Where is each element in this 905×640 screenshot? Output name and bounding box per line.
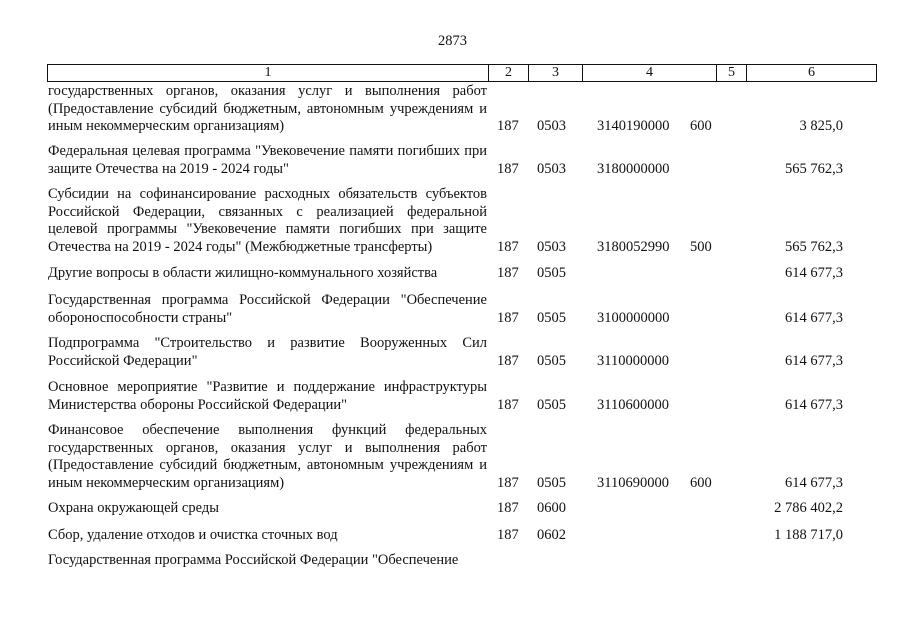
row-col6: 614 677,3: [785, 309, 843, 326]
row-col3: 0505: [537, 352, 566, 369]
row-col3: 0505: [537, 265, 566, 281]
row-description: Федеральная целевая программа "Увековечение памяти погибших при защите Отечества на 2019 - 2024 годы": [48, 143, 487, 177]
row-col3: 0505: [537, 474, 566, 491]
row-col3: 0503: [537, 160, 566, 177]
row-description: государственных органов, оказания услуг и выполнения работ (Предоставление субсидий бюджетным, автономным учреждениям и иным некоммерческим организациям): [48, 83, 487, 134]
row-description: Охрана окружающей среды: [48, 500, 219, 516]
row-col6: 614 677,3: [785, 474, 843, 491]
column-header-4: 4: [583, 65, 717, 82]
row-col2: 187: [497, 527, 519, 543]
column-header-row: [48, 65, 877, 82]
row-col2: 187: [497, 352, 519, 369]
column-header-2: 2: [489, 65, 529, 82]
row-col3: 0505: [537, 396, 566, 413]
column-header-5: 5: [717, 65, 747, 82]
row-description: Другие вопросы в области жилищно-коммунального хозяйства: [48, 265, 438, 281]
row-description: Государственная программа Российской Федерации "Обеспечение обороноспособности страны": [48, 292, 487, 326]
page-number: 2873: [438, 33, 467, 49]
row-col2: 187: [497, 309, 519, 326]
row-col2: 187: [497, 500, 519, 516]
column-header-1: 1: [48, 65, 489, 82]
row-col2: 187: [497, 118, 519, 134]
row-description: Подпрограмма "Строительство и развитие Вооруженных Сил Российской Федерации": [48, 335, 487, 369]
row-col4: 3140190000: [597, 118, 670, 134]
row-col3: 0600: [537, 500, 566, 516]
row-col5: 600: [690, 474, 712, 491]
row-col2: 187: [497, 265, 519, 281]
row-col6: 565 762,3: [785, 160, 843, 177]
row-col4: 3100000000: [597, 309, 670, 326]
row-col4: 3180052990: [597, 238, 670, 255]
row-col6: 1 188 717,0: [774, 527, 843, 543]
row-description: Финансовое обеспечение выполнения функций федеральных государственных органов, оказания услуг и выполнения работ (Предоставление субсидий бюджетным, автономным учреждениям и иным некоммерческим организациям): [48, 422, 487, 491]
row-col6: 565 762,3: [785, 238, 843, 255]
row-col2: 187: [497, 396, 519, 413]
row-col5: 600: [690, 118, 712, 134]
row-col6: 614 677,3: [785, 396, 843, 413]
row-description: Субсидии на софинансирование расходных обязательств субъектов Российской Федерации, связанных с реализацией федеральной целевой программы "Увековечение памяти погибших при защите Отечества на 2019 - 2024 годы" (Межбюджетные трансферты): [48, 186, 487, 255]
row-col4: 3180000000: [597, 160, 670, 177]
row-col4: 3110690000: [597, 474, 669, 491]
row-col3: 0602: [537, 527, 566, 543]
column-header-table: [47, 64, 877, 82]
row-col2: 187: [497, 474, 519, 491]
row-col2: 187: [497, 160, 519, 177]
row-col3: 0503: [537, 238, 566, 255]
row-col3: 0503: [537, 118, 566, 134]
row-col6: 2 786 402,2: [774, 500, 843, 516]
row-description: Государственная программа Российской Федерации "Обеспечение: [48, 552, 459, 568]
row-col5: 500: [690, 238, 712, 255]
row-col4: 3110600000: [597, 396, 669, 413]
row-col6: 614 677,3: [785, 352, 843, 369]
row-col2: 187: [497, 238, 519, 255]
row-description: Сбор, удаление отходов и очистка сточных вод: [48, 527, 338, 543]
row-description: Основное мероприятие "Развитие и поддержание инфраструктуры Министерства обороны Российской Федерации": [48, 379, 487, 413]
row-col6: 614 677,3: [785, 265, 843, 281]
row-col6: 3 825,0: [799, 118, 843, 134]
row-col3: 0505: [537, 309, 566, 326]
column-header-3: 3: [529, 65, 583, 82]
row-col4: 3110000000: [597, 352, 669, 369]
column-header-6: 6: [747, 65, 877, 82]
